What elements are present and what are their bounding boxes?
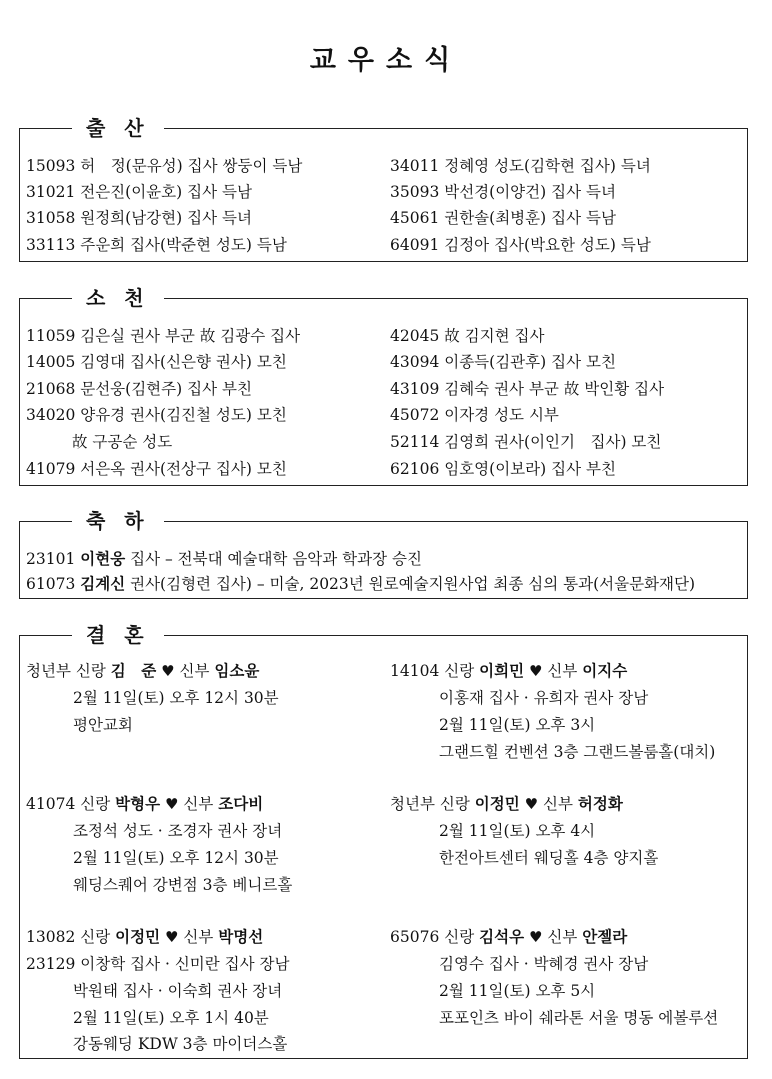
member-id: 13082 — [26, 928, 76, 946]
birth-section — [19, 116, 748, 262]
heart-icon: ♥ — [165, 928, 179, 946]
bride-prefix: 신부 — [543, 795, 573, 813]
birth-heading: 출 산 — [72, 115, 164, 141]
wedding-detail-text: 이창학 집사 · 신미란 집사 장남 — [80, 955, 290, 973]
member-id: 청년부 — [26, 662, 71, 680]
list-item: 45072 이자경 성도 시부 — [390, 406, 559, 424]
list-item: 64091 김정아 집사(박요한 성도) 득남 — [390, 236, 651, 254]
member-id: 청년부 — [390, 795, 435, 813]
wedding-detail: 웨딩스퀘어 강변점 3층 베니르홀 — [73, 876, 293, 894]
wedding-couple-header — [390, 661, 627, 681]
groom-name: 박형우 — [115, 794, 161, 813]
heart-icon: ♥ — [529, 928, 543, 946]
groom-prefix: 신랑 — [444, 662, 475, 680]
bride-name: 임소윤 — [214, 661, 260, 680]
bride-name: 이지수 — [582, 661, 628, 680]
congrats-text: 집사 – 전북대 예술대학 음악과 학과장 승진 — [125, 550, 422, 568]
list-item — [26, 574, 695, 594]
groom-name: 이희민 — [479, 661, 525, 680]
member-id: 23101 — [26, 550, 76, 568]
groom-prefix: 신랑 — [80, 928, 111, 946]
groom-name: 이정민 — [115, 927, 161, 946]
heart-icon: ♥ — [529, 662, 543, 680]
list-item: 41079 서은옥 권사(전상구 집사) 모친 — [26, 460, 287, 478]
congrats-section — [19, 509, 748, 599]
member-id: 61073 — [26, 575, 76, 593]
wedding-detail: 2월 11일(토) 오후 12시 30분 — [73, 689, 279, 707]
member-name: 이현웅 — [80, 549, 126, 568]
groom-name: 이정민 — [474, 794, 520, 813]
bride-prefix: 신부 — [183, 928, 214, 946]
wedding-couple-header — [26, 661, 259, 681]
bride-name: 박명선 — [218, 927, 264, 946]
list-item: 15093 허 정(문유성) 집사 쌍둥이 득남 — [26, 157, 303, 175]
wedding-detail: 포포인츠 바이 쉐라톤 서울 명동 에볼루션 — [439, 1009, 719, 1027]
wedding-detail: 2월 11일(토) 오후 3시 — [439, 716, 596, 734]
list-item: 14005 김영대 집사(신은향 권사) 모친 — [26, 353, 287, 371]
member-id: 65076 — [390, 928, 440, 946]
bride-prefix: 신부 — [547, 928, 578, 946]
congrats-heading: 축 하 — [72, 508, 164, 534]
heart-icon: ♥ — [165, 795, 179, 813]
wedding-couple-header — [390, 794, 623, 814]
list-item: 31021 전은진(이윤호) 집사 득남 — [26, 183, 252, 201]
wedding-detail: 2월 11일(토) 오후 1시 40분 — [73, 1009, 269, 1027]
wedding-detail: 2월 11일(토) 오후 12시 30분 — [73, 849, 279, 867]
bride-name: 허정화 — [577, 794, 623, 813]
wedding-detail: 그랜드힐 컨벤션 3층 그랜드볼룸홀(대치) — [439, 743, 716, 761]
bride-prefix: 신부 — [179, 662, 210, 680]
groom-prefix: 신랑 — [439, 795, 470, 813]
groom-name: 김석우 — [479, 927, 525, 946]
bride-name: 안젤라 — [582, 927, 628, 946]
congrats-text: 권사(김형련 집사) – 미술, 2023년 원로예술지원사업 최종 심의 통과(서울문화재단) — [125, 575, 696, 593]
wedding-heading: 결 혼 — [72, 622, 164, 648]
bride-prefix: 신부 — [183, 795, 214, 813]
list-item: 故 구공순 성도 — [72, 433, 173, 451]
page-title: 교우소식 — [309, 45, 463, 76]
groom-prefix: 신랑 — [444, 928, 475, 946]
list-item: 33113 주운희 집사(박준현 성도) 득남 — [26, 236, 287, 254]
list-item: 52114 김영희 권사(이인기 집사) 모친 — [390, 433, 662, 451]
list-item — [26, 549, 422, 569]
list-item: 42045 故 김지현 집사 — [390, 327, 545, 345]
wedding-detail: 조정석 성도 · 조경자 권사 장녀 — [73, 822, 283, 840]
bride-prefix: 신부 — [547, 662, 578, 680]
wedding-detail: 2월 11일(토) 오후 4시 — [439, 822, 596, 840]
wedding-detail: 박원태 집사 · 이숙희 권사 장녀 — [73, 982, 283, 1000]
list-item: 45061 권한솔(최병훈) 집사 득남 — [390, 209, 616, 227]
groom-prefix: 신랑 — [80, 795, 111, 813]
list-item: 62106 임호영(이보라) 집사 부친 — [390, 460, 616, 478]
list-item: 34011 정혜영 성도(김학현 집사) 득녀 — [390, 157, 651, 175]
wedding-detail: 이홍재 집사 · 유희자 권사 장남 — [439, 689, 649, 707]
wedding-detail — [26, 954, 290, 974]
list-item: 35093 박선경(이양건) 집사 득녀 — [390, 183, 616, 201]
wedding-couple-header — [390, 927, 627, 947]
wedding-detail: 강동웨딩 KDW 3층 마이더스홀 — [73, 1035, 288, 1053]
wedding-detail: 한전아트센터 웨딩홀 4층 양지홀 — [439, 849, 659, 867]
member-id: 14104 — [390, 662, 440, 680]
list-item: 11059 김은실 권사 부군 故 김광수 집사 — [26, 327, 301, 345]
death-heading: 소 천 — [72, 285, 164, 311]
death-section — [19, 286, 748, 486]
list-item: 43094 이종득(김관후) 집사 모친 — [390, 353, 616, 371]
member-id: 41074 — [26, 795, 76, 813]
list-item: 43109 김혜숙 권사 부군 故 박인황 집사 — [390, 380, 665, 398]
wedding-detail: 김영수 집사 · 박혜경 권사 장남 — [439, 955, 649, 973]
wedding-detail: 2월 11일(토) 오후 5시 — [439, 982, 596, 1000]
heart-icon: ♥ — [524, 795, 539, 813]
member-name: 김계신 — [80, 574, 126, 593]
heart-icon: ♥ — [161, 662, 175, 680]
member-id: 23129 — [26, 955, 76, 973]
wedding-couple-header — [26, 794, 263, 814]
groom-name: 김 준 — [110, 661, 157, 680]
bride-name: 조다비 — [218, 794, 264, 813]
wedding-section — [19, 623, 748, 1059]
wedding-couple-header — [26, 927, 263, 947]
list-item: 21068 문선웅(김현주) 집사 부친 — [26, 380, 252, 398]
wedding-detail: 평안교회 — [73, 716, 133, 734]
groom-prefix: 신랑 — [75, 662, 106, 680]
list-item: 34020 양유경 권사(김진철 성도) 모친 — [26, 406, 287, 424]
list-item: 31058 원정희(남강현) 집사 득녀 — [26, 209, 252, 227]
